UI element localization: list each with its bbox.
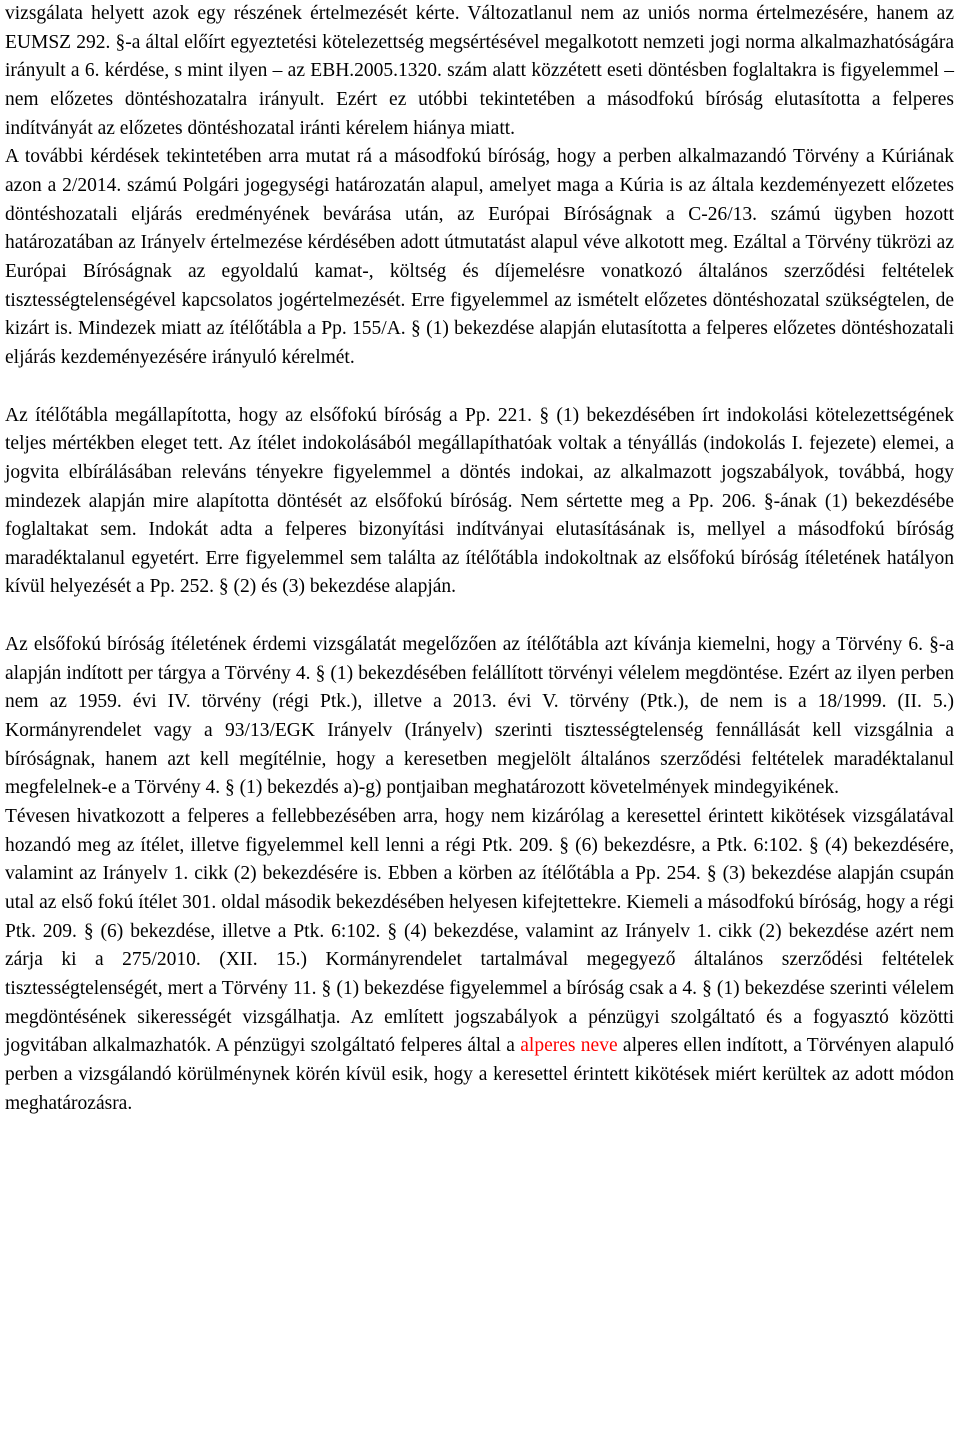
paragraph-1: vizsgálata helyett azok egy részének értelmezését kérte. Változatlanul nem az uniós norma értelmezésére, hanem az EUMSZ 292. §-a által előírt egyeztetési kötelezettség megsértésével megalkotott nemzeti jogi norma alkalmazhatóságára irányult a 6. kérdése, s mint ilyen – az EBH.2005.1320. szám alatt közzétett eseti döntésben foglaltakra is figyelemmel – nem előzetes döntéshozatalra irányult. Ezért ez utóbbi tekintetében a másodfokú bíróság elutasította a felperes indítványát az előzetes döntéshozatal iránti kérelem hiánya miatt. <box>5 3 954 139</box>
paragraph-spacer <box>5 373 954 402</box>
paragraph-5-text-before: Tévesen hivatkozott a felperes a fellebbezésében arra, hogy nem kizárólag a keresettel érintett kikötések vizsgálatával hozandó meg az ítélet, illetve figyelemmel kell lenni a régi Ptk. 209. § (6) bekezdésre, a Ptk. 6:102. § (4) bekezdésére, valamint az Irányelv 1. cikk (2) bekezdésére is. Ebben a körben az ítélőtábla a Pp. 254. § (3) bekezdése alapján csupán utal az első fokú ítélet 301. oldal második bekezdésében helyesen kifejtettekre. Kiemeli a másodfokú bíróság, hogy a régi Ptk. 209. § (6) bekezdése, illetve a Ptk. 6:102. § (4) bekezdése, valamint az Irányelv 1. cikk (2) bekezdése azért nem zárja ki a 275/2010. (XII. 15.) Kormányrendelet tartalmával megegyező általános szerződési feltételek tisztességtelenségét, mert a Törvény 11. § (1) bekezdése figyelemmel a bíróság csak a 4. § (1) bekezdése szerinti vélelem megdöntésének sikerességét vizsgálhatja. Az említett jogszabályok a pénzügyi szolgáltató és a fogyasztó közötti jogvitában alkalmazhatók. A pénzügyi szolgáltató felperes által a <box>5 806 954 1057</box>
paragraph-4: Az elsőfokú bíróság ítéletének érdemi vizsgálatát megelőzően az ítélőtábla azt kívánja kiemelni, hogy a Törvény 6. §-a alapján indított per tárgya a Törvény 4. § (1) bekezdésében felállított törvényi vélelem megdöntése. Ezért az ilyen perben nem az 1959. évi IV. törvény (régi Ptk.), illetve a 2013. évi V. törvény (Ptk.), de nem is a 18/1999. (II. 5.) Kormányrendelet vagy a 93/13/EGK Irányelv (Irányelv) szerinti tisztességtelenség fennállását kell vizsgálnia a bíróságnak, hanem azt kell megítélnie, hogy a keresetben megjelölt általános szerződési feltételek maradéktalanul megfelelnek-e a Törvény 4. § (1) bekezdés a)-g) pontjaiban meghatározott követelmények mindegyikének. <box>5 634 954 799</box>
paragraph-2: A további kérdések tekintetében arra mutat rá a másodfokú bíróság, hogy a perben alkalmazandó Törvény a Kúriának azon a 2/2014. számú Polgári jogegységi határozatán alapul, amelyet maga a Kúria is az általa kezdeményezett előzetes döntéshozatali eljárás eredményének bevárása után, az Európai Bíróságnak a C-26/13. számú ügyben hozott határozatában az Irányelv értelmezése kérdésében adott útmutatást alapul véve alkotott meg. Ezáltal a Törvény tükrözi az Európai Bíróságnak az egyoldalú kamat-, költség és díjemelésre vonatkozó általános szerződési feltételek tisztességtelenségével kapcsolatos jogértelmezését. Erre figyelemmel az ismételt előzetes döntéshozatal szükségtelen, de kizárt is. Mindezek miatt az ítélőtábla a Pp. 155/A. § (1) bekezdése alapján elutasította a felperes előzetes döntéshozatali eljárás kezdeményezésére irányuló kérelmét. <box>5 146 954 368</box>
paragraph-spacer <box>5 602 954 631</box>
highlighted-party-name: alperes neve <box>520 1035 618 1057</box>
paragraph-5 <box>5 803 954 1118</box>
paragraph-5-text-after: alperes ellen indított, a Törvényen alapuló perben a vizsgálandó körülménynek körén kívül esik, hogy a keresettel érintett kikötések miért kerültek az adott módon meghatározásra. <box>5 1035 954 1114</box>
paragraph-3: Az ítélőtábla megállapította, hogy az elsőfokú bíróság a Pp. 221. § (1) bekezdésében írt indokolási kötelezettségének teljes mértékben eleget tett. Az ítélet indokolásából megállapíthatóak voltak a tényállás (indokolás I. fejezete) elemei, a jogvita elbírálásában releváns tényekre figyelemmel a döntés indokai, az alkalmazott jogszabályok, továbbá, hogy mindezek alapján mire alapította döntését az elsőfokú bíróság. Nem sértette meg a Pp. 206. §-ának (1) bekezdésébe foglaltakat sem. Indokát adta a felperes bizonyítási indítványai elutasításának is, mellyel a másodfokú bíróság maradéktalanul egyetért. Erre figyelemmel sem találta az ítélőtábla indokoltnak az elsőfokú bíróság ítéletének hatályon kívül helyezését a Pp. 252. § (2) és (3) bekezdése alapján. <box>5 404 954 598</box>
